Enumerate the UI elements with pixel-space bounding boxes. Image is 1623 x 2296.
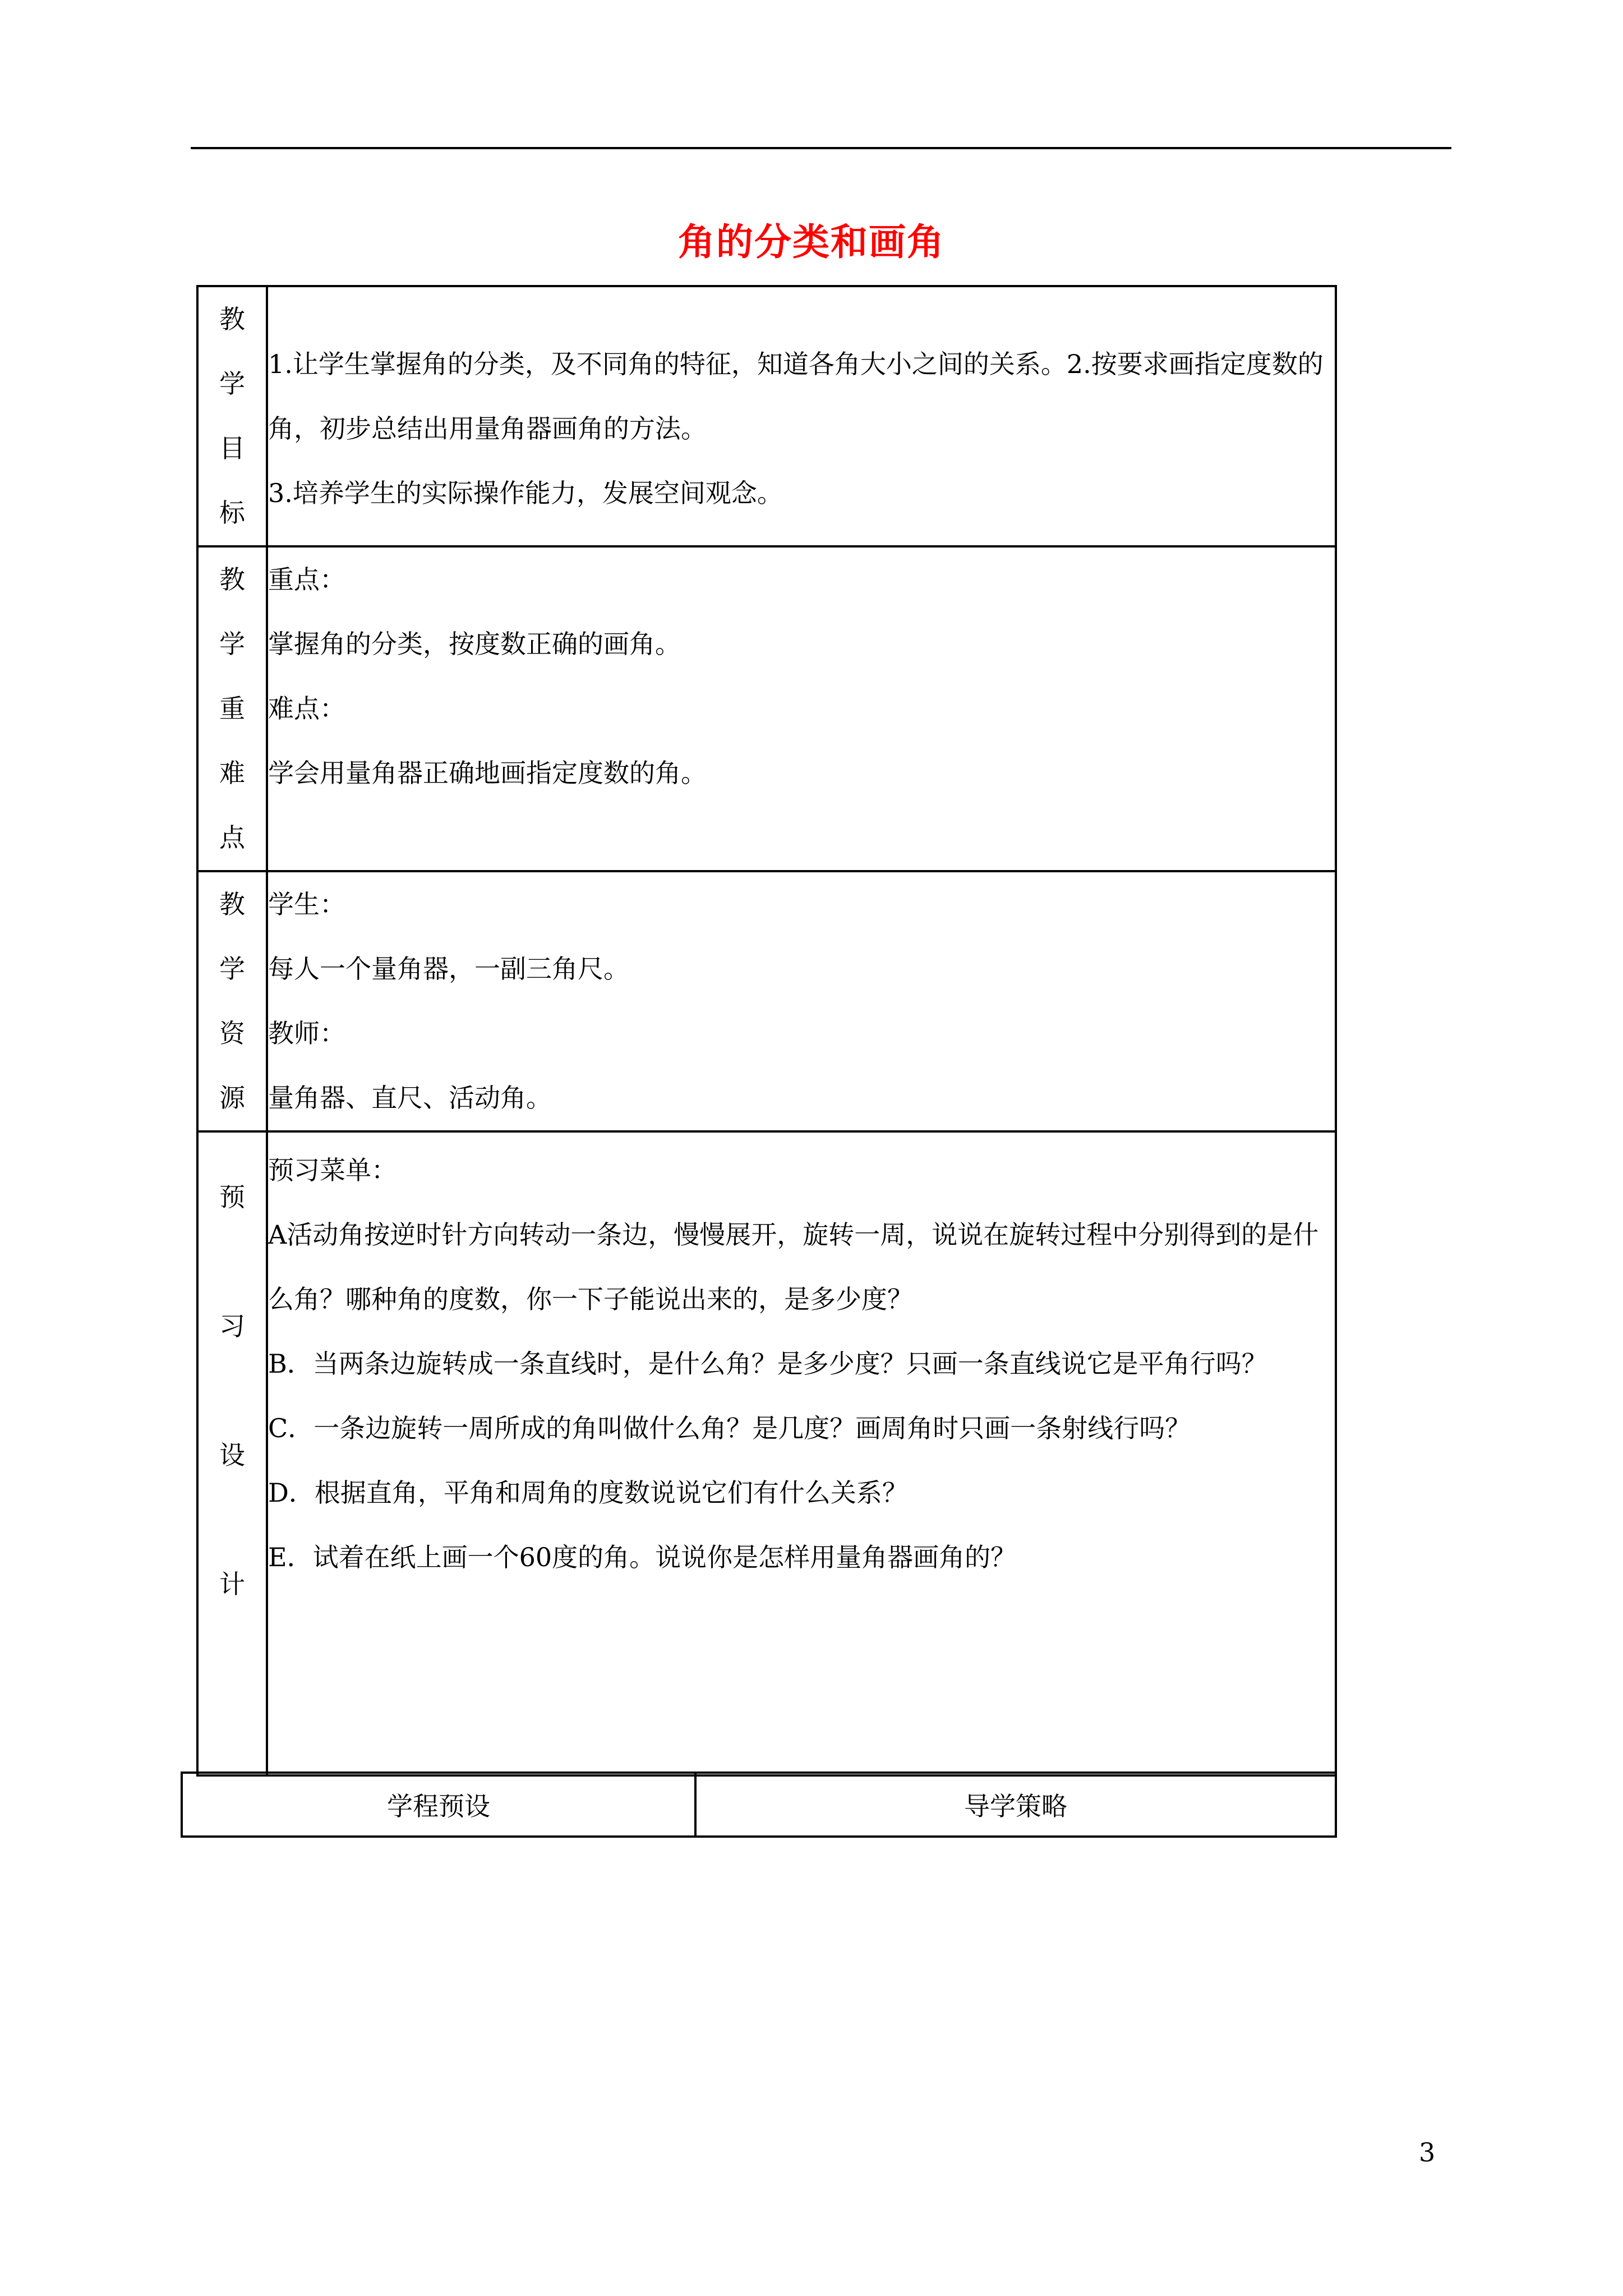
content-line: 掌握角的分类，按度数正确的画角。 [268,629,681,659]
label-char: 难 [219,758,245,788]
section-content-preview [267,1131,1336,1775]
content-line: E．试着在纸上画一个60度的角。说说你是怎样用量角器画角的？ [268,1542,1017,1572]
label-char: 点 [219,822,245,853]
header-rule [191,147,1451,149]
label-char: 计 [219,1569,245,1599]
lesson-plan-table [196,285,1337,1777]
label-char: 源 [219,1083,245,1113]
label-char: 设 [219,1440,245,1470]
label-char: 目 [219,433,245,463]
footer-table [181,1772,1337,1838]
content-line: 学生： [268,889,345,919]
section-label-key-points [197,546,267,871]
content-line: 每人一个量角器，一副三角尺。 [268,954,629,984]
footer-cell-learning-plan: 学程预设 [182,1773,695,1837]
label-char: 标 [219,498,245,528]
content-line: 教师： [268,1018,345,1048]
section-label-preview [197,1131,267,1775]
label-char: 教 [219,304,245,334]
page-number: 3 [1419,2137,1436,2168]
label-char: 教 [219,564,245,595]
label-char: 学 [219,629,245,659]
content-line: 预习菜单： [268,1155,397,1185]
content-line: 重点： [268,564,345,595]
label-char: 学 [219,954,245,984]
label-char: 教 [219,889,245,919]
content-line: B．当两条边旋转成一条直线时，是什么角？是多少度？只画一条直线说它是平角行吗？ [268,1349,1267,1379]
section-content-resources [267,871,1336,1131]
section-label-objectives [197,286,267,546]
content-line: 难点： [268,693,345,724]
footer-cell-guidance-strategy: 导学策略 [695,1773,1336,1837]
section-key-points-row [197,546,1336,871]
section-content-objectives [267,286,1336,546]
page-title: 角的分类和画角 [678,220,945,264]
label-char: 资 [219,1018,245,1048]
section-preview-row [197,1131,1336,1775]
section-objectives-row [197,286,1336,546]
content-line: 3.培养学生的实际操作能力，发展空间观念。 [268,478,783,508]
section-content-key-points [267,546,1336,871]
content-line: A活动角按逆时针方向转动一条边，慢慢展开，旋转一周，说说在旋转过程中分别得到的是什么角？哪种角的度数，你一下子能说出来的，是多少度？ [268,1220,1319,1314]
content-line: 1.让学生掌握角的分类，及不同角的特征，知道各角大小之间的关系。2.按要求画指定度数的角，初步总结出用量角器画角的方法。 [268,349,1324,444]
label-char: 预 [219,1182,245,1212]
label-char: 学 [219,369,245,399]
content-line: D．根据直角，平角和周角的度数说说它们有什么关系？ [268,1478,908,1508]
content-line: C．一条边旋转一周所成的角叫做什么角？是几度？画周角时只画一条射线行吗？ [268,1413,1191,1443]
content-line: 学会用量角器正确地画指定度数的角。 [268,758,707,788]
label-char: 习 [219,1311,245,1341]
content-line: 量角器、直尺、活动角。 [268,1083,552,1113]
label-char: 重 [219,693,245,724]
section-label-resources [197,871,267,1131]
section-resources-row [197,871,1336,1131]
